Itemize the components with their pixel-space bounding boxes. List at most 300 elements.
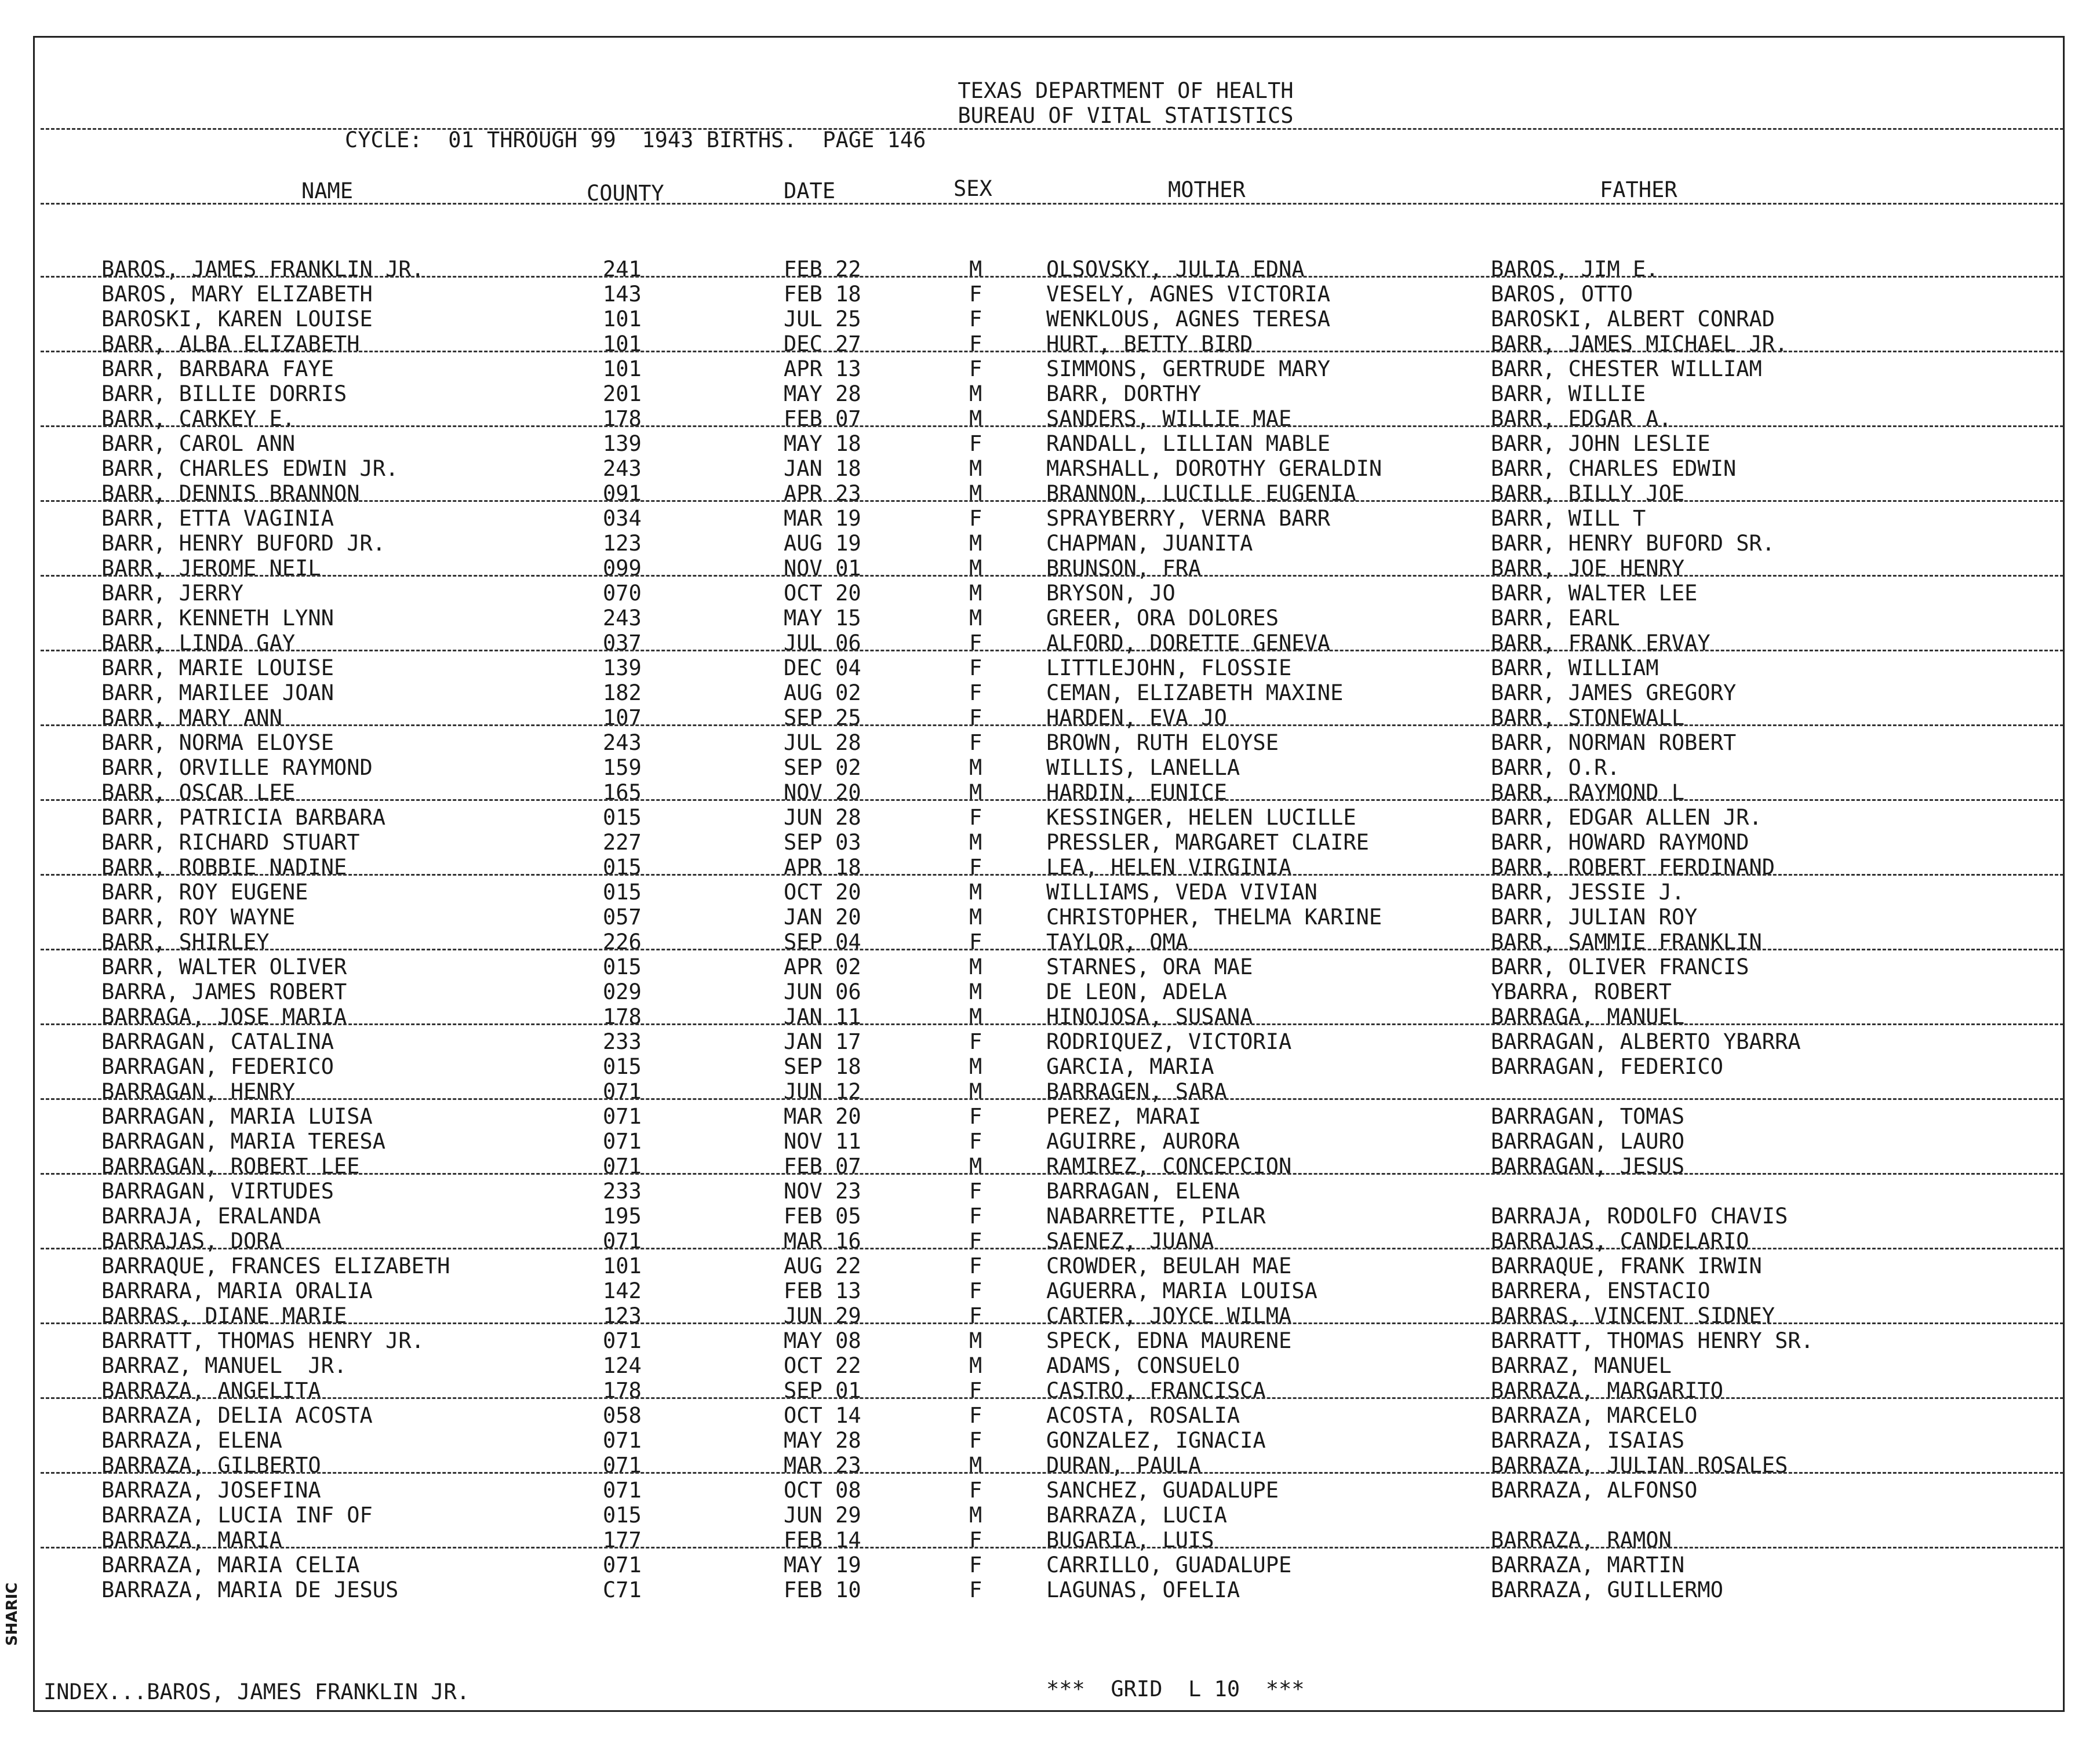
cell-mother: DE LEON, ADELA xyxy=(1046,979,1227,1004)
table-row xyxy=(0,979,2100,1005)
cell-sex: M xyxy=(969,1503,982,1528)
cell-county: 071 xyxy=(603,1328,642,1353)
cell-sex: F xyxy=(969,1478,982,1503)
table-row xyxy=(0,1328,2100,1354)
cell-sex: F xyxy=(969,282,982,307)
cell-name: BAROS, MARY ELIZABETH xyxy=(101,282,373,307)
cell-name: BARR, CAROL ANN xyxy=(101,431,296,456)
cell-date: OCT 14 xyxy=(784,1403,861,1428)
cell-county: 071 xyxy=(603,1129,642,1154)
cell-name: BARR, ALBA ELIZABETH xyxy=(101,331,360,356)
cell-mother: BRYSON, JO xyxy=(1046,581,1175,606)
separator xyxy=(41,1248,2063,1249)
cell-mother: CASTRO, FRANCISCA xyxy=(1046,1378,1266,1403)
cell-sex: F xyxy=(969,1378,982,1403)
cell-date: APR 23 xyxy=(784,481,861,506)
cell-mother: WENKLOUS, AGNES TERESA xyxy=(1046,307,1331,331)
cell-father: BARRAZA, MARTIN xyxy=(1491,1553,1685,1577)
cell-mother: SANDERS, WILLIE MAE xyxy=(1046,406,1292,431)
cell-sex: F xyxy=(969,1577,982,1602)
cell-mother: GONZALEZ, IGNACIA xyxy=(1046,1428,1266,1453)
cell-county: 143 xyxy=(603,282,642,307)
cell-name: BARR, HENRY BUFORD JR. xyxy=(101,531,386,556)
cell-date: DEC 27 xyxy=(784,331,861,356)
cell-county: 071 xyxy=(603,1553,642,1577)
cell-mother: CROWDER, BEULAH MAE xyxy=(1046,1254,1292,1278)
cell-father: BARR, CHARLES EDWIN xyxy=(1491,456,1737,481)
cell-name: BARRAZA, ELENA xyxy=(101,1428,282,1453)
cell-mother: LEA, HELEN VIRGINIA xyxy=(1046,855,1292,880)
table-row xyxy=(0,730,2100,756)
cell-father: BARRAS, VINCENT SIDNEY xyxy=(1491,1303,1775,1328)
cell-name: BARR, MARIE LOUISE xyxy=(101,655,334,680)
cell-date: FEB 10 xyxy=(784,1577,861,1602)
cell-county: 233 xyxy=(603,1029,642,1054)
cell-date: MAY 18 xyxy=(784,431,861,456)
cell-sex: F xyxy=(969,1204,982,1229)
table-row xyxy=(0,1553,2100,1578)
cell-sex: F xyxy=(969,1029,982,1054)
cell-mother: BARRAGEN, SARA xyxy=(1046,1079,1227,1104)
cell-father: BARR, O.R. xyxy=(1491,755,1620,780)
table-row xyxy=(0,1079,2100,1105)
cell-father: BARR, WALTER LEE xyxy=(1491,581,1698,606)
cell-name: BARR, ETTA VAGINIA xyxy=(101,506,334,531)
cell-name: BARR, OSCAR LEE xyxy=(101,780,296,805)
cell-mother: MARSHALL, DOROTHY GERALDIN xyxy=(1046,456,1382,481)
cell-sex: F xyxy=(969,1428,982,1453)
cell-name: BARR, MARY ANN xyxy=(101,705,282,730)
cell-father: BARR, JULIAN ROY xyxy=(1491,905,1698,930)
cell-date: FEB 18 xyxy=(784,282,861,307)
separator xyxy=(41,949,2063,950)
cell-name: BARR, BARBARA FAYE xyxy=(101,356,334,381)
cell-name: BARRAJA, ERALANDA xyxy=(101,1204,321,1229)
cell-name: BARRAGAN, MARIA LUISA xyxy=(101,1104,373,1129)
cell-sex: F xyxy=(969,730,982,755)
cell-mother: GREER, ORA DOLORES xyxy=(1046,606,1279,631)
cell-sex: M xyxy=(969,830,982,855)
cell-date: JUN 29 xyxy=(784,1503,861,1528)
table-row xyxy=(0,282,2100,307)
table-row xyxy=(0,1453,2100,1478)
cell-sex: M xyxy=(969,1054,982,1079)
cell-sex: F xyxy=(969,855,982,880)
cell-father: BARRAGAN, TOMAS xyxy=(1491,1104,1685,1129)
cell-mother: BROWN, RUTH ELOYSE xyxy=(1046,730,1279,755)
cell-sex: M xyxy=(969,606,982,631)
cell-mother: HARDIN, EUNICE xyxy=(1046,780,1227,805)
cell-name: BARR, JERRY xyxy=(101,581,244,606)
cell-county: 178 xyxy=(603,406,642,431)
separator xyxy=(41,203,2063,205)
cell-sex: F xyxy=(969,1303,982,1328)
cell-name: BARRAGAN, MARIA TERESA xyxy=(101,1129,386,1154)
cell-mother: RODRIQUEZ, VICTORIA xyxy=(1046,1029,1292,1054)
table-row xyxy=(0,606,2100,631)
cell-name: BARRAZA, JOSEFINA xyxy=(101,1478,321,1503)
cell-date: MAY 19 xyxy=(784,1553,861,1577)
table-row xyxy=(0,805,2100,830)
separator xyxy=(41,500,2063,502)
cell-father: BARR, WILLIAM xyxy=(1491,655,1659,680)
cell-mother: WILLIS, LANELLA xyxy=(1046,755,1240,780)
table-row xyxy=(0,1428,2100,1453)
cell-sex: M xyxy=(969,755,982,780)
cell-father: BARR, CHESTER WILLIAM xyxy=(1491,356,1762,381)
cell-sex: F xyxy=(969,331,982,356)
cell-date: NOV 20 xyxy=(784,780,861,805)
separator xyxy=(41,1023,2063,1025)
cell-county: 071 xyxy=(603,1079,642,1104)
table-row xyxy=(0,431,2100,457)
cell-county: 226 xyxy=(603,930,642,954)
separator xyxy=(41,276,2063,278)
cell-name: BARRAGAN, FEDERICO xyxy=(101,1054,334,1079)
cell-county: 243 xyxy=(603,606,642,631)
cell-mother: ACOSTA, ROSALIA xyxy=(1046,1403,1240,1428)
separator xyxy=(41,575,2063,577)
cell-name: BARR, ORVILLE RAYMOND xyxy=(101,755,373,780)
cell-father: BARR, STONEWALL xyxy=(1491,705,1685,730)
table-row xyxy=(0,1478,2100,1503)
cell-name: BARRA, JAMES ROBERT xyxy=(101,979,347,1004)
cell-sex: M xyxy=(969,780,982,805)
cell-name: BARRAZA, DELIA ACOSTA xyxy=(101,1403,373,1428)
cell-name: BARR, CARKEY E. xyxy=(101,406,296,431)
cell-county: 159 xyxy=(603,755,642,780)
separator xyxy=(41,1322,2063,1324)
table-row xyxy=(0,1104,2100,1129)
cell-sex: M xyxy=(969,954,982,979)
cell-sex: M xyxy=(969,979,982,1004)
cell-father: BARR, JESSIE J. xyxy=(1491,880,1685,905)
cell-mother: SPRAYBERRY, VERNA BARR xyxy=(1046,506,1331,531)
cell-county: 177 xyxy=(603,1528,642,1553)
cell-county: 195 xyxy=(603,1204,642,1229)
cell-name: BARRAZA, MARIA CELIA xyxy=(101,1553,360,1577)
cell-father: BARRAZA, MARCELO xyxy=(1491,1403,1698,1428)
table-row xyxy=(0,1403,2100,1429)
cell-father: BARR, HOWARD RAYMOND xyxy=(1491,830,1749,855)
cell-mother: CEMAN, ELIZABETH MAXINE xyxy=(1046,680,1344,705)
cell-county: 165 xyxy=(603,780,642,805)
cell-father: BARRAZA, JULIAN ROSALES xyxy=(1491,1453,1788,1478)
cell-father: BARRAZA, RAMON xyxy=(1491,1528,1672,1553)
cell-father: BARR, EDGAR A. xyxy=(1491,406,1672,431)
cell-name: BARR, MARILEE JOAN xyxy=(101,680,334,705)
cell-county: 123 xyxy=(603,1303,642,1328)
cell-father: BARR, JOHN LESLIE xyxy=(1491,431,1710,456)
cell-father: BARRATT, THOMAS HENRY SR. xyxy=(1491,1328,1814,1353)
cell-county: 071 xyxy=(603,1104,642,1129)
cell-father: BARRAJAS, CANDELARIO xyxy=(1491,1229,1749,1254)
table-row xyxy=(0,1303,2100,1329)
cell-mother: BARRAGAN, ELENA xyxy=(1046,1179,1240,1204)
cell-county: 182 xyxy=(603,680,642,705)
bureau-title: BUREAU OF VITAL STATISTICS xyxy=(958,103,1294,128)
cell-sex: F xyxy=(969,1553,982,1577)
cell-county: 091 xyxy=(603,481,642,506)
cell-county: 071 xyxy=(603,1154,642,1179)
cell-county: 057 xyxy=(603,905,642,930)
cell-name: BAROSKI, KAREN LOUISE xyxy=(101,307,373,331)
cell-mother: WILLIAMS, VEDA VIVIAN xyxy=(1046,880,1317,905)
cell-date: SEP 04 xyxy=(784,930,861,954)
cell-name: BARR, KENNETH LYNN xyxy=(101,606,334,631)
separator xyxy=(41,1472,2063,1474)
table-row xyxy=(0,381,2100,407)
table-row xyxy=(0,930,2100,955)
cell-county: 243 xyxy=(603,730,642,755)
cell-sex: M xyxy=(969,581,982,606)
cell-father: BARR, WILL T xyxy=(1491,506,1646,531)
cell-date: OCT 20 xyxy=(784,581,861,606)
cell-sex: F xyxy=(969,1528,982,1553)
cell-sex: M xyxy=(969,905,982,930)
cell-date: FEB 07 xyxy=(784,1154,861,1179)
table-row xyxy=(0,1204,2100,1229)
table-row xyxy=(0,481,2100,507)
cell-date: JUL 28 xyxy=(784,730,861,755)
cell-county: 178 xyxy=(603,1004,642,1029)
cell-sex: F xyxy=(969,680,982,705)
cell-name: BARRAGAN, CATALINA xyxy=(101,1029,334,1054)
cell-mother: HURT, BETTY BIRD xyxy=(1046,331,1253,356)
table-row xyxy=(0,655,2100,681)
cell-name: BARR, LINDA GAY xyxy=(101,631,296,655)
cell-mother: SAENEZ, JUANA xyxy=(1046,1229,1214,1254)
cell-county: 015 xyxy=(603,855,642,880)
cell-county: 241 xyxy=(603,257,642,282)
cell-mother: SANCHEZ, GUADALUPE xyxy=(1046,1478,1279,1503)
cell-mother: PEREZ, MARAI xyxy=(1046,1104,1202,1129)
cell-mother: AGUERRA, MARIA LOUISA xyxy=(1046,1278,1317,1303)
cell-mother: BRANNON, LUCILLE EUGENIA xyxy=(1046,481,1356,506)
table-row xyxy=(0,356,2100,382)
cell-mother: LITTLEJOHN, FLOSSIE xyxy=(1046,655,1292,680)
cell-county: 101 xyxy=(603,1254,642,1278)
table-row xyxy=(0,855,2100,880)
cell-name: BARR, DENNIS BRANNON xyxy=(101,481,360,506)
cell-name: BARR, RICHARD STUART xyxy=(101,830,360,855)
table-row xyxy=(0,456,2100,482)
cell-sex: F xyxy=(969,1129,982,1154)
cell-date: FEB 07 xyxy=(784,406,861,431)
cell-date: JUN 28 xyxy=(784,805,861,830)
table-row xyxy=(0,1154,2100,1179)
cell-county: 058 xyxy=(603,1403,642,1428)
cell-sex: M xyxy=(969,1154,982,1179)
table-row xyxy=(0,331,2100,357)
table-row xyxy=(0,1129,2100,1154)
separator xyxy=(41,1098,2063,1100)
cell-father: BARRAGAN, LAURO xyxy=(1491,1129,1685,1154)
separator xyxy=(41,425,2063,427)
cell-sex: F xyxy=(969,1254,982,1278)
cell-mother: TAYLOR, OMA xyxy=(1046,930,1189,954)
cell-name: BARRAQUE, FRANCES ELIZABETH xyxy=(101,1254,450,1278)
cell-date: JUL 06 xyxy=(784,631,861,655)
cell-mother: CARRILLO, GUADALUPE xyxy=(1046,1553,1292,1577)
cell-county: 070 xyxy=(603,581,642,606)
cell-mother: SPECK, EDNA MAURENE xyxy=(1046,1328,1292,1353)
cell-father: BARRAZA, MARGARITO xyxy=(1491,1378,1723,1403)
table-row xyxy=(0,680,2100,706)
cell-date: JAN 20 xyxy=(784,905,861,930)
cell-name: BARRAZ, MANUEL JR. xyxy=(101,1353,347,1378)
cell-date: JAN 11 xyxy=(784,1004,861,1029)
cell-county: 034 xyxy=(603,506,642,531)
cell-father: BARR, JOE HENRY xyxy=(1491,556,1685,581)
cell-mother: AGUIRRE, AURORA xyxy=(1046,1129,1240,1154)
cell-county: 015 xyxy=(603,954,642,979)
table-row xyxy=(0,406,2100,432)
cell-father: BARRAGAN, JESUS xyxy=(1491,1154,1685,1179)
table-row xyxy=(0,556,2100,581)
cell-county: 071 xyxy=(603,1453,642,1478)
cell-father: BARRAQUE, FRANK IRWIN xyxy=(1491,1254,1762,1278)
col-header-father: FATHER xyxy=(1600,177,1677,202)
cell-father: BARR, FRANK ERVAY xyxy=(1491,631,1710,655)
cell-mother: KESSINGER, HELEN LUCILLE xyxy=(1046,805,1356,830)
cell-county: 101 xyxy=(603,356,642,381)
cell-date: MAR 16 xyxy=(784,1229,861,1254)
table-row xyxy=(0,1254,2100,1279)
cell-mother: OLSOVSKY, JULIA EDNA xyxy=(1046,257,1305,282)
cell-date: JUN 06 xyxy=(784,979,861,1004)
cell-date: MAY 15 xyxy=(784,606,861,631)
cell-sex: F xyxy=(969,1229,982,1254)
table-row xyxy=(0,506,2100,531)
footer-index: INDEX...BAROS, JAMES FRANKLIN JR. xyxy=(43,1679,470,1704)
cell-mother: CARTER, JOYCE WILMA xyxy=(1046,1303,1292,1328)
table-row xyxy=(0,1229,2100,1254)
cell-sex: F xyxy=(969,506,982,531)
cell-county: 101 xyxy=(603,307,642,331)
cell-county: 015 xyxy=(603,1503,642,1528)
cell-county: 227 xyxy=(603,830,642,855)
cell-sex: F xyxy=(969,930,982,954)
cell-sex: M xyxy=(969,531,982,556)
cell-date: AUG 02 xyxy=(784,680,861,705)
cell-date: JUL 25 xyxy=(784,307,861,331)
side-label: SHARIC xyxy=(3,1582,21,1646)
cell-date: JAN 17 xyxy=(784,1029,861,1054)
cell-sex: M xyxy=(969,456,982,481)
agency-title: TEXAS DEPARTMENT OF HEALTH xyxy=(958,78,1294,103)
cell-county: 071 xyxy=(603,1478,642,1503)
cell-county: 015 xyxy=(603,1054,642,1079)
cell-date: NOV 11 xyxy=(784,1129,861,1154)
col-header-mother: MOTHER xyxy=(1168,177,1246,202)
cell-name: BARR, JEROME NEIL xyxy=(101,556,321,581)
cell-date: APR 13 xyxy=(784,356,861,381)
table-row xyxy=(0,1528,2100,1553)
cell-mother: PRESSLER, MARGARET CLAIRE xyxy=(1046,830,1369,855)
cell-sex: M xyxy=(969,406,982,431)
table-row xyxy=(0,1004,2100,1030)
cell-sex: F xyxy=(969,1403,982,1428)
cell-sex: M xyxy=(969,381,982,406)
cell-county: 124 xyxy=(603,1353,642,1378)
cell-date: MAY 08 xyxy=(784,1328,861,1353)
cell-father: BARRAZ, MANUEL xyxy=(1491,1353,1672,1378)
cell-father: BARR, BILLY JOE xyxy=(1491,481,1685,506)
cell-mother: ADAMS, CONSUELO xyxy=(1046,1353,1240,1378)
cell-father: BARR, SAMMIE FRANKLIN xyxy=(1491,930,1762,954)
cell-date: FEB 22 xyxy=(784,257,861,282)
cell-date: JUN 12 xyxy=(784,1079,861,1104)
cell-father: BARR, HENRY BUFORD SR. xyxy=(1491,531,1775,556)
cell-date: OCT 22 xyxy=(784,1353,861,1378)
cell-county: 015 xyxy=(603,805,642,830)
cell-father: BARRAGA, MANUEL xyxy=(1491,1004,1685,1029)
cell-county: 139 xyxy=(603,431,642,456)
table-row xyxy=(0,1054,2100,1080)
cell-name: BARRAZA, MARIA xyxy=(101,1528,282,1553)
cell-date: SEP 03 xyxy=(784,830,861,855)
cell-mother: BUGARIA, LUIS xyxy=(1046,1528,1214,1553)
cell-date: DEC 04 xyxy=(784,655,861,680)
cell-mother: STARNES, ORA MAE xyxy=(1046,954,1253,979)
table-row xyxy=(0,705,2100,731)
separator xyxy=(41,650,2063,651)
cell-mother: BARR, DORTHY xyxy=(1046,381,1202,406)
separator xyxy=(41,1547,2063,1548)
cell-date: OCT 20 xyxy=(784,880,861,905)
cell-mother: NABARRETTE, PILAR xyxy=(1046,1204,1266,1229)
cell-father: BARR, ROBERT FERDINAND xyxy=(1491,855,1775,880)
cell-date: JAN 18 xyxy=(784,456,861,481)
cell-date: FEB 05 xyxy=(784,1204,861,1229)
cell-sex: F xyxy=(969,805,982,830)
table-row xyxy=(0,1029,2100,1055)
cell-name: BARR, BILLIE DORRIS xyxy=(101,381,347,406)
cell-mother: HINOJOSA, SUSANA xyxy=(1046,1004,1253,1029)
cell-county: 243 xyxy=(603,456,642,481)
cell-father: BARRAZA, ISAIAS xyxy=(1491,1428,1685,1453)
cell-sex: F xyxy=(969,1104,982,1129)
cell-name: BARR, WALTER OLIVER xyxy=(101,954,347,979)
cell-county: C71 xyxy=(603,1577,642,1602)
cell-father: BARRAZA, GUILLERMO xyxy=(1491,1577,1723,1602)
cell-sex: M xyxy=(969,1004,982,1029)
col-header-sex: SEX xyxy=(953,176,992,201)
cell-county: 071 xyxy=(603,1428,642,1453)
cell-date: APR 18 xyxy=(784,855,861,880)
table-row xyxy=(0,581,2100,606)
separator xyxy=(41,128,2063,130)
cell-county: 233 xyxy=(603,1179,642,1204)
cell-father: YBARRA, ROBERT xyxy=(1491,979,1672,1004)
cell-date: MAR 23 xyxy=(784,1453,861,1478)
cell-date: NOV 23 xyxy=(784,1179,861,1204)
col-header-date: DATE xyxy=(784,178,836,203)
cell-name: BARRAJAS, DORA xyxy=(101,1229,282,1254)
cell-name: BARR, NORMA ELOYSE xyxy=(101,730,334,755)
cell-sex: M xyxy=(969,880,982,905)
cell-name: BARRAZA, MARIA DE JESUS xyxy=(101,1577,399,1602)
cell-father: BAROS, OTTO xyxy=(1491,282,1633,307)
table-row xyxy=(0,780,2100,806)
cell-father: BARRAZA, ALFONSO xyxy=(1491,1478,1698,1503)
cell-father: BARR, OLIVER FRANCIS xyxy=(1491,954,1749,979)
cell-sex: F xyxy=(969,631,982,655)
cell-county: 071 xyxy=(603,1229,642,1254)
cell-name: BARRAGAN, HENRY xyxy=(101,1079,296,1104)
cell-mother: RANDALL, LILLIAN MABLE xyxy=(1046,431,1331,456)
